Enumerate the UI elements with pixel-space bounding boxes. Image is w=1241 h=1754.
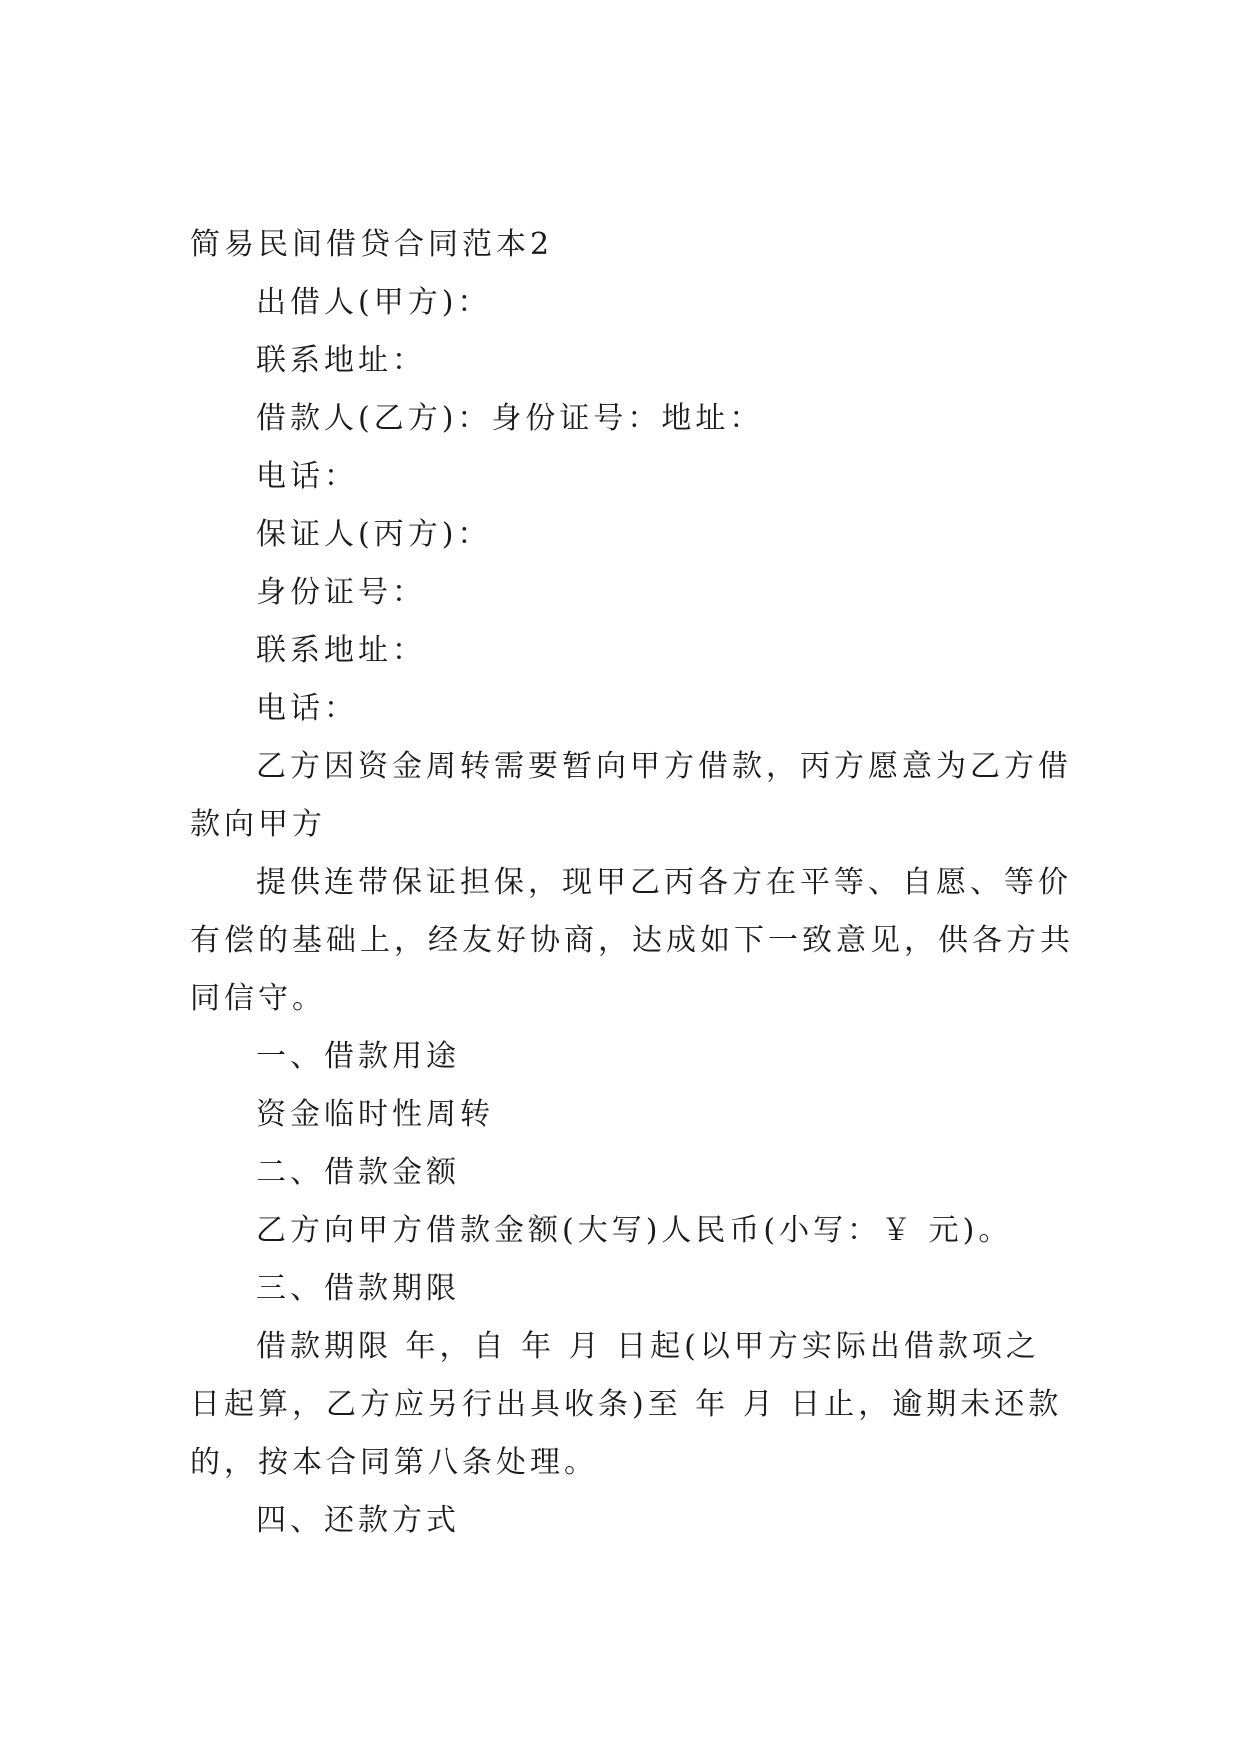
lender-address-line: 联系地址： [256, 343, 426, 378]
preamble-line-4: 有偿的基础上，经友好协商，达成如下一致意见，供各方共 [190, 923, 1074, 958]
purpose-text: 资金临时性周转 [256, 1097, 494, 1132]
section-heading-amount: 二、借款金额 [256, 1155, 460, 1190]
preamble-line-1: 乙方因资金周转需要暂向甲方借款，丙方愿意为乙方借 [256, 749, 1072, 784]
guarantor-address-line: 联系地址： [256, 633, 426, 668]
preamble-line-2: 款向甲方 [190, 807, 326, 842]
guarantor-id-line: 身份证号： [256, 575, 426, 610]
guarantor-line: 保证人(丙方)： [256, 517, 492, 552]
section-heading-purpose: 一、借款用途 [256, 1039, 460, 1074]
document-title: 简易民间借贷合同范本2 [190, 227, 554, 262]
borrower-line: 借款人(乙方)：身份证号：地址： [256, 401, 764, 436]
borrower-phone-line: 电话： [256, 459, 358, 494]
term-text-line-2: 日起算，乙方应另行出具收条)至 年 月 日止，逾期未还款 [190, 1387, 1063, 1422]
term-text-line-1: 借款期限 年，自 年 月 日起(以甲方实际出借款项之 [256, 1329, 1040, 1364]
guarantor-phone-line: 电话： [256, 691, 358, 726]
section-heading-term: 三、借款期限 [256, 1271, 460, 1306]
amount-text: 乙方向甲方借款金额(大写)人民币(小写：￥ 元)。 [256, 1213, 1013, 1248]
preamble-line-5: 同信守。 [190, 981, 326, 1016]
lender-line: 出借人(甲方)： [256, 285, 492, 320]
term-text-line-3: 的，按本合同第八条处理。 [190, 1445, 598, 1480]
section-heading-repayment: 四、还款方式 [256, 1503, 460, 1538]
preamble-line-3: 提供连带保证担保，现甲乙丙各方在平等、自愿、等价 [256, 865, 1072, 900]
